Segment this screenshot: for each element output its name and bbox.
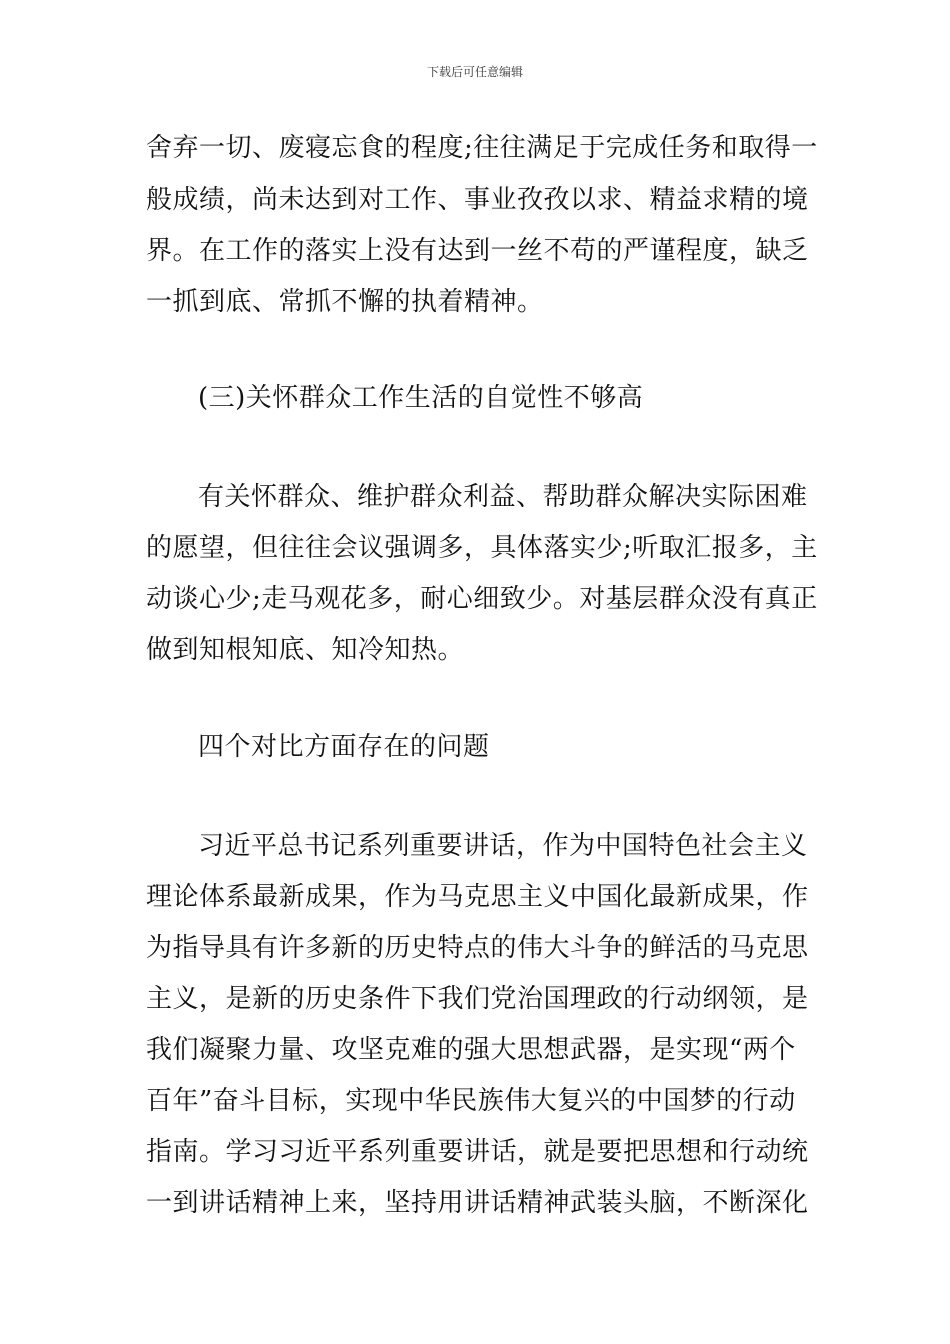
paragraph-3-line-4: 主义，是新的历史条件下我们党治国理政的行动纲领，是 — [146, 984, 809, 1014]
paragraph-1-line-1: 舍弃一切、废寝忘食的程度;往往满足于完成任务和取得一 — [146, 133, 818, 163]
paragraph-3-line-3: 为指导具有许多新的历史特点的伟大斗争的鲜活的马克思 — [146, 933, 809, 963]
paragraph-3-line-1: 习近平总书记系列重要讲话，作为中国特色社会主义 — [198, 831, 808, 861]
paragraph-3-line-7: 指南。学习习近平系列重要讲话，就是要把思想和行动统 — [146, 1137, 809, 1167]
paragraph-2-line-2: 的愿望，但往往会议强调多，具体落实少;听取汇报多，主 — [146, 533, 818, 563]
paragraph-2-line-1: 有关怀群众、维护群众利益、帮助群众解决实际困难 — [198, 482, 808, 512]
section-heading-comparison: 四个对比方面存在的问题 — [198, 732, 490, 762]
paragraph-2-line-4: 做到知根知底、知冷知热。 — [146, 635, 465, 665]
page-header: 下载后可任意编辑 — [426, 65, 523, 79]
paragraph-3-line-2: 理论体系最新成果，作为马克思主义中国化最新成果，作 — [146, 882, 809, 912]
paragraph-1-line-2: 般成绩，尚未达到对工作、事业孜孜以求、精益求精的境 — [146, 185, 809, 215]
paragraph-3-line-5: 我们凝聚力量、攻坚克难的强大思想武器，是实现“两个 — [146, 1035, 796, 1065]
paragraph-3-line-6: 百年”奋斗目标，实现中华民族伟大复兴的中国梦的行动 — [146, 1086, 796, 1116]
paragraph-1-line-4: 一抓到底、常抓不懈的执着精神。 — [146, 287, 544, 317]
section-heading-3: (三)关怀群众工作生活的自觉性不够高 — [198, 383, 644, 413]
paragraph-2-line-3: 动谈心少;走马观花多，耐心细致少。对基层群众没有真正 — [146, 584, 818, 614]
paragraph-1-line-3: 界。在工作的落实上没有达到一丝不苟的严谨程度，缺乏 — [146, 236, 809, 266]
paragraph-3-line-8: 一到讲话精神上来，坚持用讲话精神武装头脑，不断深化 — [146, 1188, 809, 1218]
